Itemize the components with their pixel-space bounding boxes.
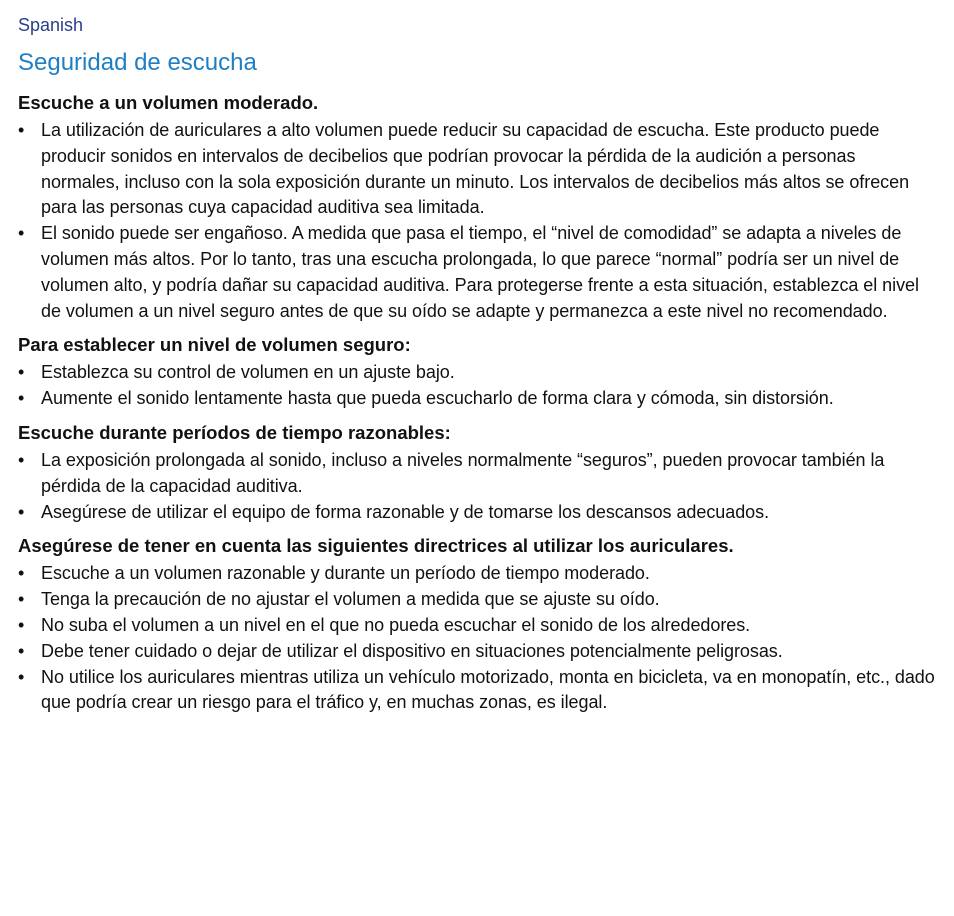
bullet-icon: • xyxy=(18,589,25,610)
section-guidelines xyxy=(18,533,936,716)
section-safe-volume xyxy=(18,332,936,412)
bullet-icon: • xyxy=(18,501,25,522)
list-item xyxy=(18,561,936,587)
list-item-text: Establezca su control de volumen en un ajuste bajo. xyxy=(41,362,455,383)
section-moderate-volume xyxy=(18,90,936,324)
bullet-icon: • xyxy=(18,223,25,244)
bullet-icon: • xyxy=(18,640,25,661)
list-item xyxy=(18,665,936,717)
list-item-text: Debe tener cuidado o dejar de utilizar el dispositivo en situaciones potencialmente peligrosas. xyxy=(41,640,783,661)
list-item-text: La utilización de auriculares a alto volumen puede reducir su capacidad de escucha. Este producto puede producir sonidos en intervalos de decibelios que podrían provocar la pérdida de la audición a personas normales, incluso con la sola exposición durante un minuto. Los intervalos de decibelios más altos se ofrecen para las personas cuya capacidad auditiva sea limitada. xyxy=(41,120,910,218)
list-item xyxy=(18,448,936,500)
bullet-icon: • xyxy=(18,120,25,140)
bullet-list xyxy=(18,118,936,324)
bullet-icon: • xyxy=(18,666,25,687)
bullet-list xyxy=(18,448,936,525)
list-item xyxy=(18,639,936,665)
section-heading: Asegúrese de tener en cuenta las siguientes directrices al utilizar los auriculares. xyxy=(18,535,734,557)
section-heading: Para establecer un nivel de volumen seguro: xyxy=(18,334,411,356)
bullet-icon: • xyxy=(18,563,25,584)
list-item-text: Escuche a un volumen razonable y durante un período de tiempo moderado. xyxy=(41,563,650,584)
list-item xyxy=(18,118,936,221)
list-item-text: No utilice los auriculares mientras utiliza un vehículo motorizado, monta en bicicleta, va en monopatín, etc., dado que podría crear un riesgo para el tráfico y, en muchas zonas, es ilegal. xyxy=(41,666,935,713)
list-item xyxy=(18,386,936,412)
list-item-text: Asegúrese de utilizar el equipo de forma razonable y de tomarse los descansos adecuados. xyxy=(41,501,770,522)
bullet-icon: • xyxy=(18,362,25,383)
bullet-list xyxy=(18,561,936,716)
list-item xyxy=(18,360,936,386)
bullet-icon: • xyxy=(18,449,25,470)
bullet-icon: • xyxy=(18,388,25,409)
list-item-text: El sonido puede ser engañoso. A medida que pasa el tiempo, el “nivel de comodidad” se adapta a niveles de volumen más altos. Por lo tanto, tras una escucha prolongada, lo que parece “normal” podría ser un nivel de volumen alto, y podría dañar su capacidad auditiva. Para protegerse frente a esta situación, establezca el nivel de volumen a un nivel seguro antes de que su oído se adapte y permanezca a este nivel no recomendado. xyxy=(41,223,919,321)
bullet-list xyxy=(18,360,936,412)
section-heading: Escuche a un volumen moderado. xyxy=(18,92,319,113)
language-label: Spanish xyxy=(18,15,84,35)
list-item xyxy=(18,613,936,639)
bullet-icon: • xyxy=(18,614,25,635)
page-title: Seguridad de escucha xyxy=(18,49,257,76)
list-item-text: La exposición prolongada al sonido, incluso a niveles normalmente “seguros”, pueden provocar también la pérdida de la capacidad auditiva. xyxy=(41,449,885,496)
section-heading: Escuche durante períodos de tiempo razonables: xyxy=(18,421,451,443)
document-page xyxy=(18,12,936,724)
list-item xyxy=(18,587,936,613)
section-reasonable-time xyxy=(18,420,936,525)
list-item xyxy=(18,221,936,324)
list-item xyxy=(18,500,936,526)
list-item-text: Aumente el sonido lentamente hasta que pueda escucharlo de forma clara y cómoda, sin distorsión. xyxy=(41,388,834,409)
list-item-text: Tenga la precaución de no ajustar el volumen a medida que se ajuste su oído. xyxy=(41,589,660,610)
list-item-text: No suba el volumen a un nivel en el que no pueda escuchar el sonido de los alrededores. xyxy=(41,614,751,635)
